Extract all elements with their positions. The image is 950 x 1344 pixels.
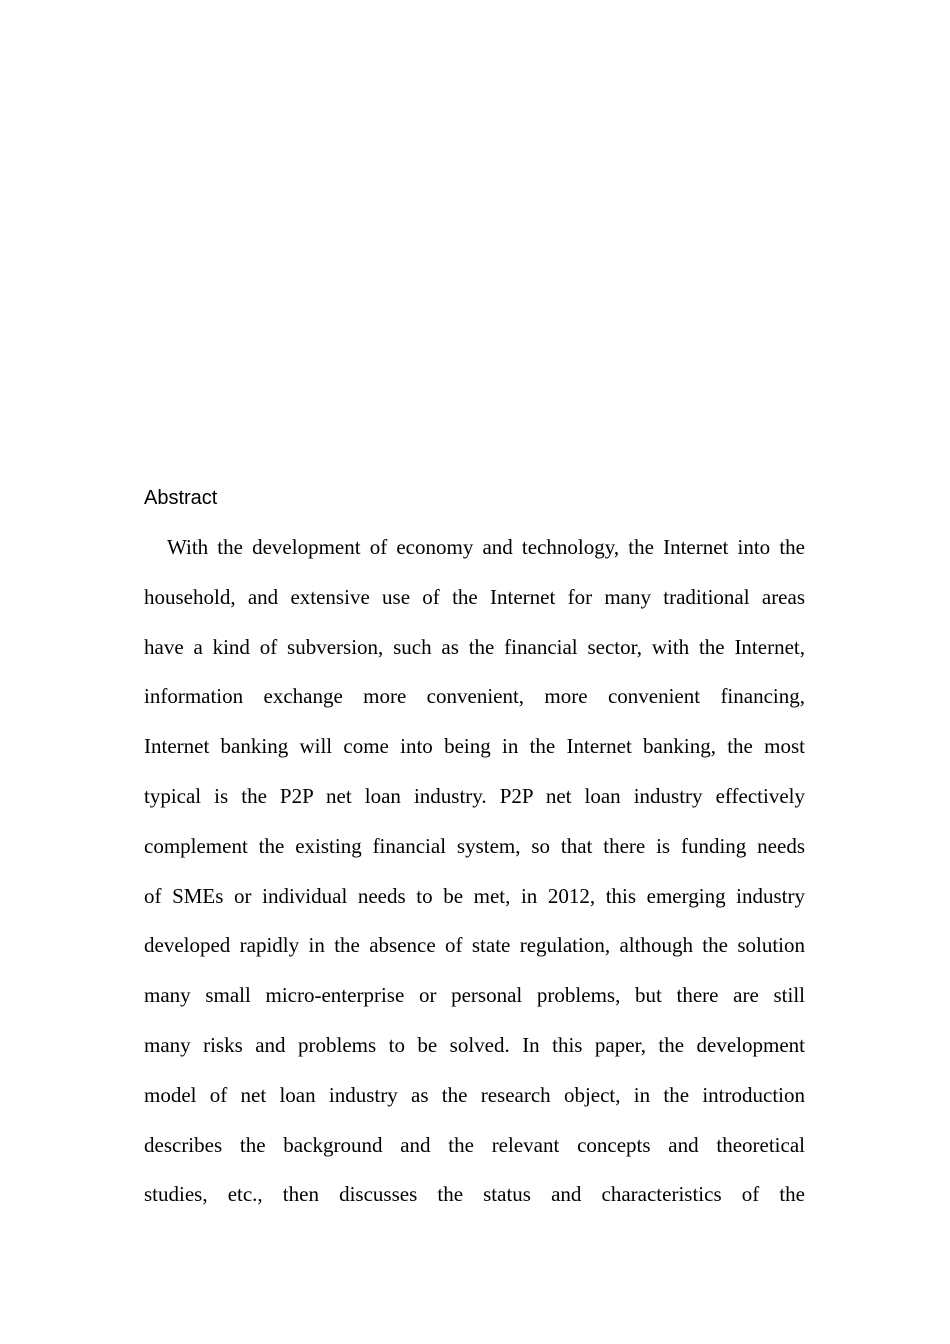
paragraph-line: studies, etc., then discusses the status and characteristics of the xyxy=(144,1182,805,1207)
paragraph-line: of SMEs or individual needs to be met, in 2012, this emerging industry xyxy=(144,883,805,908)
paragraph-line: describes the background and the relevant concepts and theoretical xyxy=(144,1132,805,1157)
abstract-heading: Abstract xyxy=(144,487,218,509)
abstract-paragraph xyxy=(144,523,805,1220)
paragraph-line: With the development of economy and technology, the Internet into the xyxy=(167,535,805,559)
paragraph-line: model of net loan industry as the research object, in the introduction xyxy=(144,1082,805,1107)
paragraph-line: complement the existing financial system, so that there is funding needs xyxy=(144,833,805,858)
paragraph-line: household, and extensive use of the Internet for many traditional areas xyxy=(144,584,805,609)
paragraph-line: information exchange more convenient, more convenient financing, xyxy=(144,684,805,709)
paragraph-line: have a kind of subversion, such as the financial sector, with the Internet, xyxy=(144,634,805,659)
paragraph-line: many risks and problems to be solved. In this paper, the development xyxy=(144,1032,805,1057)
paragraph-line: Internet banking will come into being in the Internet banking, the most xyxy=(144,734,805,759)
paragraph-line: many small micro-enterprise or personal problems, but there are still xyxy=(144,983,805,1008)
paragraph-line: typical is the P2P net loan industry. P2P net loan industry effectively xyxy=(144,783,805,808)
paragraph-line: developed rapidly in the absence of state regulation, although the solution xyxy=(144,933,805,958)
